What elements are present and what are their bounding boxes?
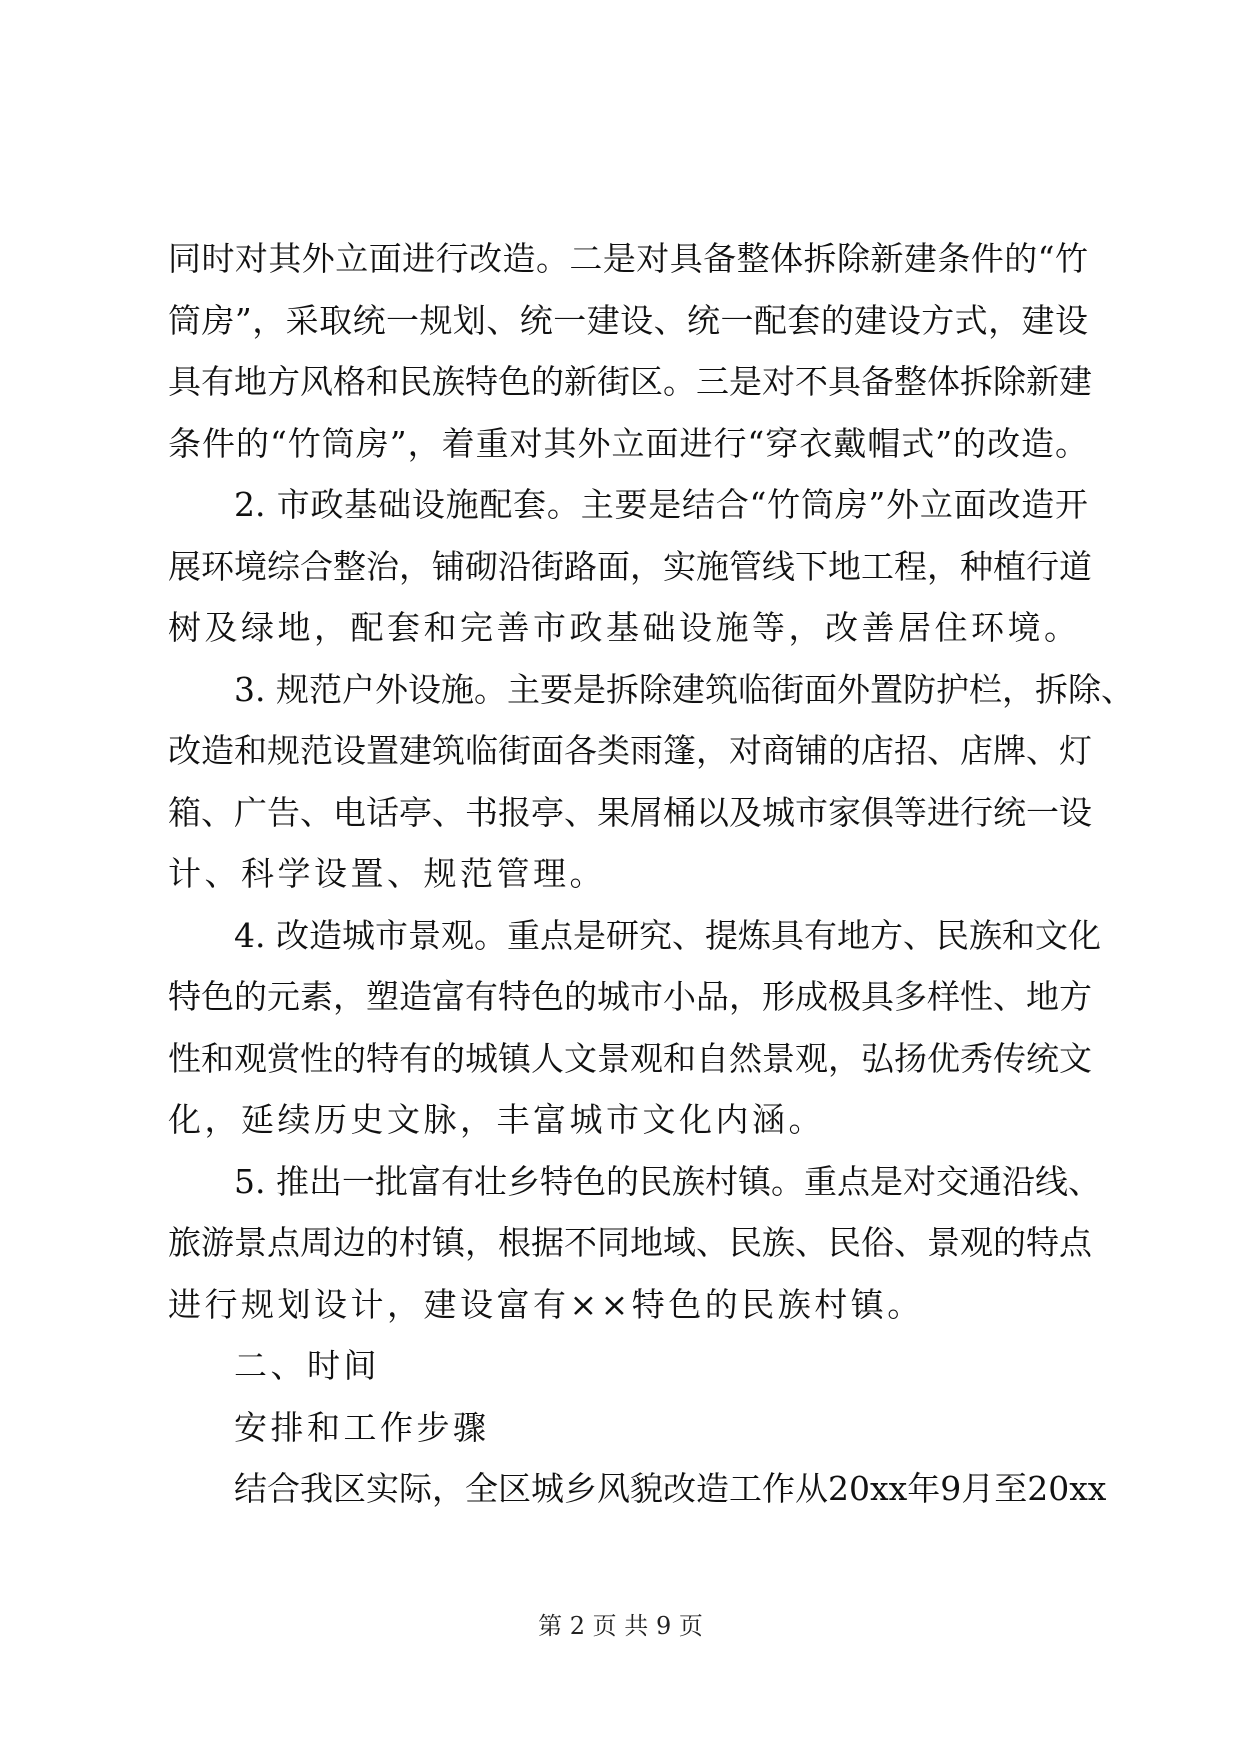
text-line: 4. 改造城市景观。重点是研究、提炼具有地方、民族和文化 — [234, 915, 1101, 955]
text-line: 二、时间 — [234, 1346, 380, 1385]
text-line: 条件的“竹筒房”，着重对其外立面进行“穿衣戴帽式”的改造。 — [168, 423, 1088, 463]
text-line: 旅游景点周边的村镇，根据不同地域、民族、民俗、景观的特点 — [168, 1223, 1092, 1262]
text-line: 改造和规范设置建筑临街面各类雨篷，对商铺的店招、店牌、灯 — [168, 731, 1092, 770]
text-line: 计、科学设置、规范管理。 — [168, 854, 606, 893]
text-line: 进行规划设计，建设富有××特色的民族村镇。 — [168, 1284, 924, 1324]
text-line: 3. 规范户外设施。主要是拆除建筑临街面外置防护栏，拆除、 — [234, 669, 1134, 709]
text-line: 5. 推出一批富有壮乡特色的民族村镇。重点是对交通沿线、 — [234, 1161, 1101, 1201]
text-line: 筒房”，采取统一规划、统一建设、统一配套的建设方式，建设 — [168, 300, 1088, 340]
text-line: 具有地方风格和民族特色的新街区。三是对不具备整体拆除新建 — [168, 362, 1092, 401]
text-line: 展环境综合整治，铺砌沿街路面，实施管线下地工程，种植行道 — [168, 546, 1092, 586]
text-line: 性和观赏性的特有的城镇人文景观和自然景观，弘扬优秀传统文 — [168, 1038, 1092, 1078]
document-body — [168, 228, 1134, 1520]
text-line: 结合我区实际，全区城乡风貌改造工作从20xx年9月至20xx — [234, 1469, 1107, 1508]
text-line: 特色的元素，塑造富有特色的城市小品，形成极具多样性、地方 — [168, 977, 1092, 1016]
text-line: 安排和工作步骤 — [234, 1407, 490, 1447]
page-footer: 第 2 页 共 9 页 — [538, 1612, 703, 1640]
text-line: 箱、广告、电话亭、书报亭、果屑桶以及城市家俱等进行统一设 — [168, 792, 1092, 832]
text-line: 2. 市政基础设施配套。主要是结合“竹筒房”外立面改造开 — [234, 485, 1088, 524]
text-line: 同时对其外立面进行改造。二是对具备整体拆除新建条件的“竹 — [168, 239, 1088, 278]
text-line: 化，延续历史文脉，丰富城市文化内涵。 — [168, 1100, 825, 1139]
text-line: 树及绿地，配套和完善市政基础设施等，改善居住环境。 — [168, 608, 1081, 647]
